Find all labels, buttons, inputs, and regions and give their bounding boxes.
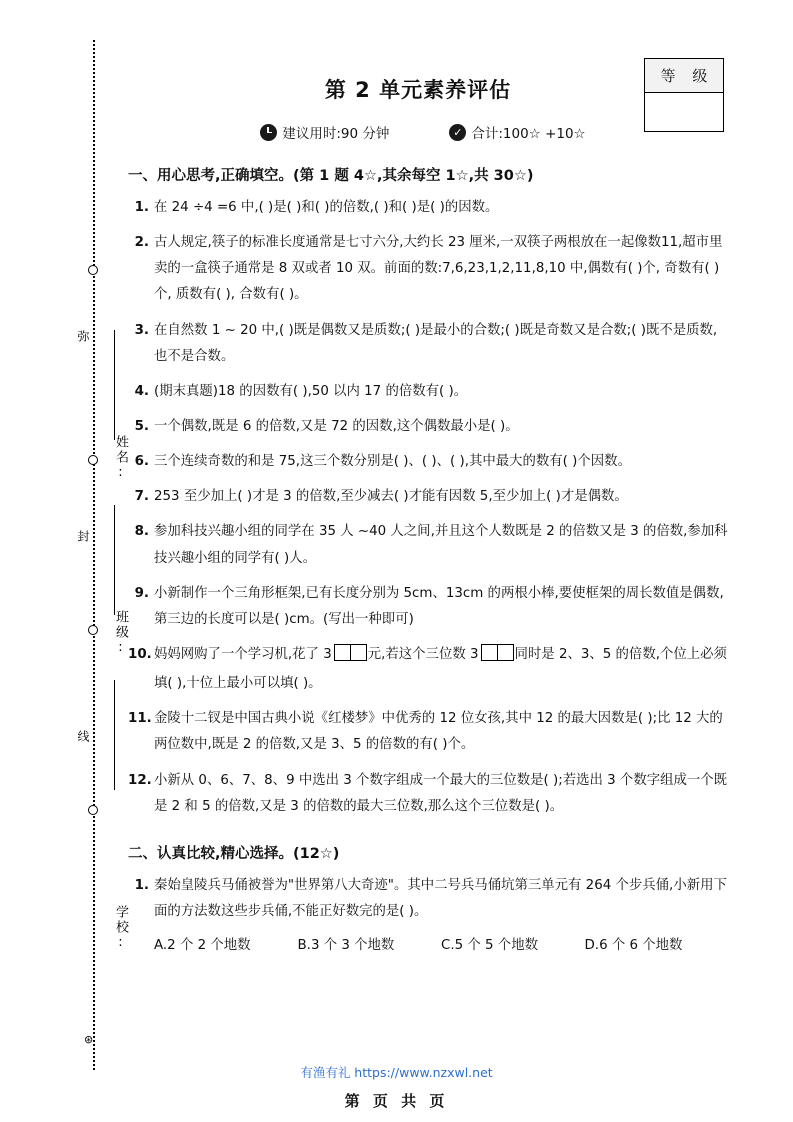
- question-text: 在 24 ÷4 =6 中,( )是( )和( )的倍数,( )和( )是( )的因数。: [154, 200, 499, 215]
- question-item: [128, 318, 728, 370]
- question-item: [128, 230, 728, 308]
- answer-box[interactable]: [497, 644, 514, 661]
- total-score: [449, 122, 585, 142]
- label-school: 学校:: [113, 905, 128, 952]
- question-item: [128, 379, 728, 405]
- question-number: 7.: [134, 489, 149, 505]
- section-heading-1: 一、用心思考,正确填空。(第 1 题 4☆,其余每空 1☆,共 30☆): [128, 168, 534, 184]
- question-text-part-2: 元,若这个三位数 3: [367, 646, 479, 662]
- question-number: 1.: [134, 877, 149, 893]
- question-item: [128, 768, 728, 820]
- punch-hole: [88, 455, 98, 465]
- label-name: 姓名:: [113, 435, 128, 482]
- seal-word-1: 弥: [76, 330, 90, 342]
- question-number: 11.: [128, 711, 152, 727]
- exam-page: [128, 48, 728, 953]
- question-text: [154, 642, 728, 697]
- question-text: 253 至少加上( )才是 3 的倍数,至少减去( )才能有因数 5,至少加上( )才是偶数。: [154, 489, 628, 505]
- write-line-name: [114, 330, 115, 440]
- question-item: [128, 642, 728, 697]
- section-heading-2: 二、认真比较,精心选择。(12☆): [128, 845, 340, 862]
- total-score-label: 合计:100☆ +10☆: [471, 126, 586, 142]
- punch-hole: [88, 265, 98, 275]
- question-number: 1.: [134, 200, 149, 215]
- exam-meta: [128, 122, 728, 142]
- question-text: 小新从 0、6、7、8、9 中选出 3 个数字组成一个最大的三位数是( );若选出 3 个数字组成一个既是 2 和 5 的倍数,又是 3 的倍数的最大三位数,那么这个三位数是( )。: [154, 772, 728, 814]
- choice-row: [128, 934, 728, 953]
- question-item: [128, 414, 728, 440]
- question-text: 一个偶数,既是 6 的倍数,又是 72 的因数,这个偶数最小是( )。: [154, 418, 519, 434]
- answer-box[interactable]: [334, 644, 351, 661]
- question-item: [128, 581, 728, 633]
- question-number: 8.: [134, 524, 149, 540]
- punch-hole: [88, 805, 98, 815]
- seal-word-2: 封: [76, 530, 90, 542]
- question-text-part-1: 妈妈网购了一个学习机,花了 3: [154, 646, 332, 662]
- write-line-class: [114, 505, 115, 615]
- grade-box: [644, 58, 724, 132]
- suggested-time: [260, 122, 389, 142]
- stopwatch-icon: [260, 124, 277, 141]
- dotted-fold-line: [93, 40, 95, 1070]
- answer-box[interactable]: [481, 644, 498, 661]
- question-number: 9.: [134, 585, 149, 601]
- question-item: [128, 484, 728, 510]
- question-text: 金陵十二钗是中国古典小说《红楼梦》中优秀的 12 位女孩,其中 12 的最大因数是( );比 12 大的两位数中,既是 2 的倍数,又是 3、5 的倍数的有( )个。: [154, 711, 723, 753]
- question-text: 参加科技兴趣小组的同学在 35 人 ~40 人之间,并且这个人数既是 2 的倍数又是 3 的倍数,参加科技兴趣小组的同学有( )人。: [154, 524, 728, 566]
- grade-box-header: 等 级: [645, 59, 723, 93]
- choice-option-c[interactable]: C.5 个 5 个地数: [441, 938, 538, 954]
- question-number: 4.: [134, 383, 149, 399]
- choice-option-a[interactable]: A.2 个 2 个地数: [154, 938, 251, 954]
- answer-box-group[interactable]: [481, 644, 513, 671]
- question-number: 12.: [128, 772, 152, 788]
- question-text: 三个连续奇数的和是 75,这三个数分别是( )、( )、( ),其中最大的数有( )个因数。: [154, 454, 631, 470]
- question-text: 在自然数 1 ~ 20 中,( )既是偶数又是质数;( )是最小的合数;( )既是奇数又是合数;( )既不是质数,也不是合数。: [154, 322, 718, 364]
- punch-hole: [88, 625, 98, 635]
- question-text: 小新制作一个三角形框架,已有长度分别为 5cm、13cm 的两根小棒,要使框架的周长数值是偶数,第三边的长度可以是( )cm。(写出一种即可): [154, 585, 724, 627]
- choice-option-b[interactable]: B.3 个 3 个地数: [297, 938, 395, 954]
- label-class: 班级:: [113, 610, 128, 657]
- page-title: 第 2 单元素养评估: [324, 78, 512, 102]
- seal-word-3: 线: [76, 730, 90, 742]
- choice-option-d[interactable]: D.6 个 6 个地数: [584, 938, 683, 954]
- question-number: 10.: [128, 646, 152, 662]
- question-text: (期末真题)18 的因数有( ),50 以内 17 的倍数有( )。: [154, 383, 468, 399]
- question-list-1: [128, 195, 728, 820]
- page-footer: 第 页 共 页: [344, 1092, 449, 1110]
- question-number: 2.: [134, 235, 149, 251]
- write-line-school: [114, 680, 115, 790]
- question-number: 5.: [134, 418, 149, 434]
- grade-box-blank: [645, 93, 723, 131]
- question-item: [128, 873, 728, 925]
- question-number: 3.: [134, 322, 149, 338]
- binding-column: [60, 40, 130, 1070]
- answer-box-group[interactable]: [334, 644, 366, 671]
- question-text: 秦始皇陵兵马俑被誉为"世界第八大奇迹"。其中二号兵马俑坑第三单元有 264 个步兵俑,小新用下面的方法数这些步兵俑,不能正好数完的是( )。: [154, 877, 727, 919]
- question-list-2: [128, 873, 728, 925]
- watermark: 有渔有礼 https://www.nzxwl.net: [300, 1065, 493, 1080]
- question-number: 6.: [134, 454, 149, 470]
- question-item: [128, 449, 728, 475]
- question-item: [128, 706, 728, 758]
- question-text: 古人规定,筷子的标准长度通常是七寸六分,大约长 23 厘米,一双筷子两根放在一起像数11,超市里卖的一盒筷子通常是 8 双或者 10 双。前面的数:7,6,23,1,2,11,8,10 中,偶数有( )个, 奇数有( )个, 质数有( ), 合数有( )。: [154, 235, 723, 303]
- suggested-time-label: 建议用时:90 分钟: [282, 126, 390, 142]
- question-item: [128, 195, 728, 221]
- corner-mark-icon: ⊛: [84, 1033, 94, 1046]
- check-circle-icon: [449, 124, 466, 141]
- answer-box[interactable]: [350, 644, 367, 661]
- question-item: [128, 519, 728, 571]
- question-text-part-3: 同时是 2、3、5 的倍数,个位上必须填( ),十位上最小可以填( )。: [154, 646, 727, 692]
